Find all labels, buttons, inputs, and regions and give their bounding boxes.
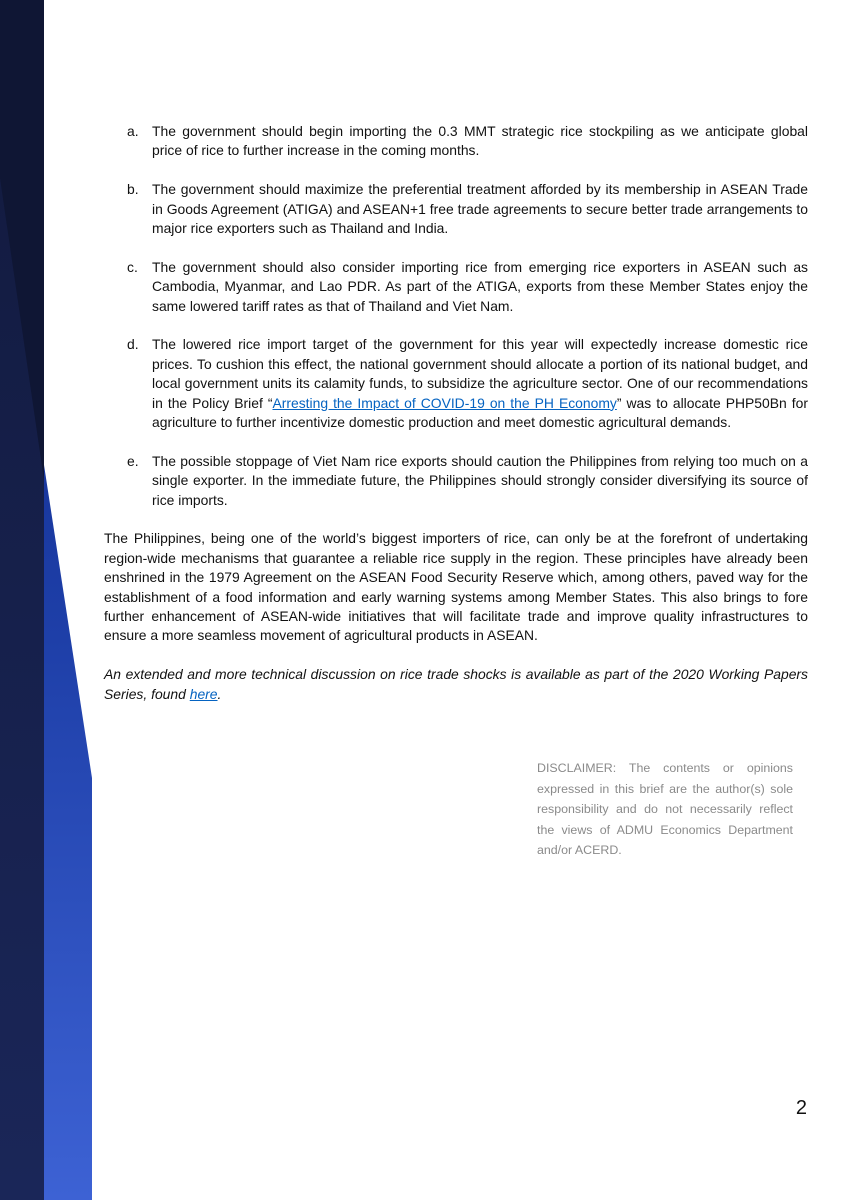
note-text-before: An extended and more technical discussion on rice trade shocks is available as part of the 2020 Working Papers Series, found [104,666,808,702]
recommendation-d [104,335,808,432]
recommendation-text: The government should begin importing the 0.3 MMT strategic rice stockpiling as we anticipate global price of rice to further increase in the coming months. [152,123,808,159]
recommendation-a [104,122,808,161]
list-marker: d. [127,336,139,353]
navy-stripe-shape [0,0,44,1200]
list-marker: e. [127,452,139,469]
recommendation-text: The government should maximize the preferential treatment afforded by its membership in ASEAN Trade in Goods Agreement (ATIGA) and ASEAN+1 free trade agreements to secure better trade arrangements to major rice exporters such as Thailand and India. [152,181,808,237]
page-number: 2 [795,1097,807,1119]
blue-wedge-shape [0,178,92,1200]
working-papers-link[interactable]: here [189,685,218,702]
recommendation-text-after: ” was to allocate PHP50Bn for agriculture to further incentivize domestic production and meet domestic agricultural demands. [152,394,808,431]
recommendation-e [104,452,808,510]
recommendations-list [104,122,808,510]
list-marker: a. [127,123,139,139]
recommendation-c [104,258,808,316]
navy-wedge-highlight [0,0,44,480]
disclaimer: DISCLAIMER: The contents or opinions expressed in this brief are the author(s) sole responsibility and do not necessarily reflect the views of ADMU Economics Department and/or ACERD. [537,761,793,858]
note-text-after: . [217,685,222,702]
list-marker: c. [127,258,138,275]
body-paragraph: The Philippines, being one of the world’s biggest importers of rice, can only be at the forefront of undertaking region-wide mechanisms that guarantee a reliable rice supply in the region. These principles have already been enshrined in the 1979 Agreement on the ASEAN Food Security Reserve which, among others, paved way for the establishment of a food information and early warning systems among Member States. This also brings to fore further enhancement of ASEAN-wide initiatives that will facilitate trade and improve quality infrastructures to ensure a more seamless movement of agricultural products in ASEAN. [104,530,808,644]
recommendation-text: The government should also consider importing rice from emerging rice exporters in ASEAN such as Cambodia, Myanmar, and Lao PDR. As part of the ATIGA, exports from these Member States enjoy the same lowered tariff rates as that of Thailand and Viet Nam. [152,258,808,314]
list-marker: b. [127,181,139,198]
recommendation-text: The possible stoppage of Viet Nam rice exports should caution the Philippines from relying too much on a single exporter. In the immediate future, the Philippines should strongly consider diversifying its source of rice imports. [152,452,808,508]
recommendation-text-before: The lowered rice import target of the government for this year will expectedly increase domestic rice prices. To cushion this effect, the national government should allocate a portion of its national budget, and local government units its calamity funds, to subsidize the agriculture sector. One of our recommendations in the Policy Brief “ [152,336,808,411]
policy-brief-link[interactable]: Arresting the Impact of COVID-19 on the PH Economy [272,394,617,411]
recommendation-b [104,180,808,238]
working-papers-note [104,665,808,704]
document-body [104,122,808,723]
